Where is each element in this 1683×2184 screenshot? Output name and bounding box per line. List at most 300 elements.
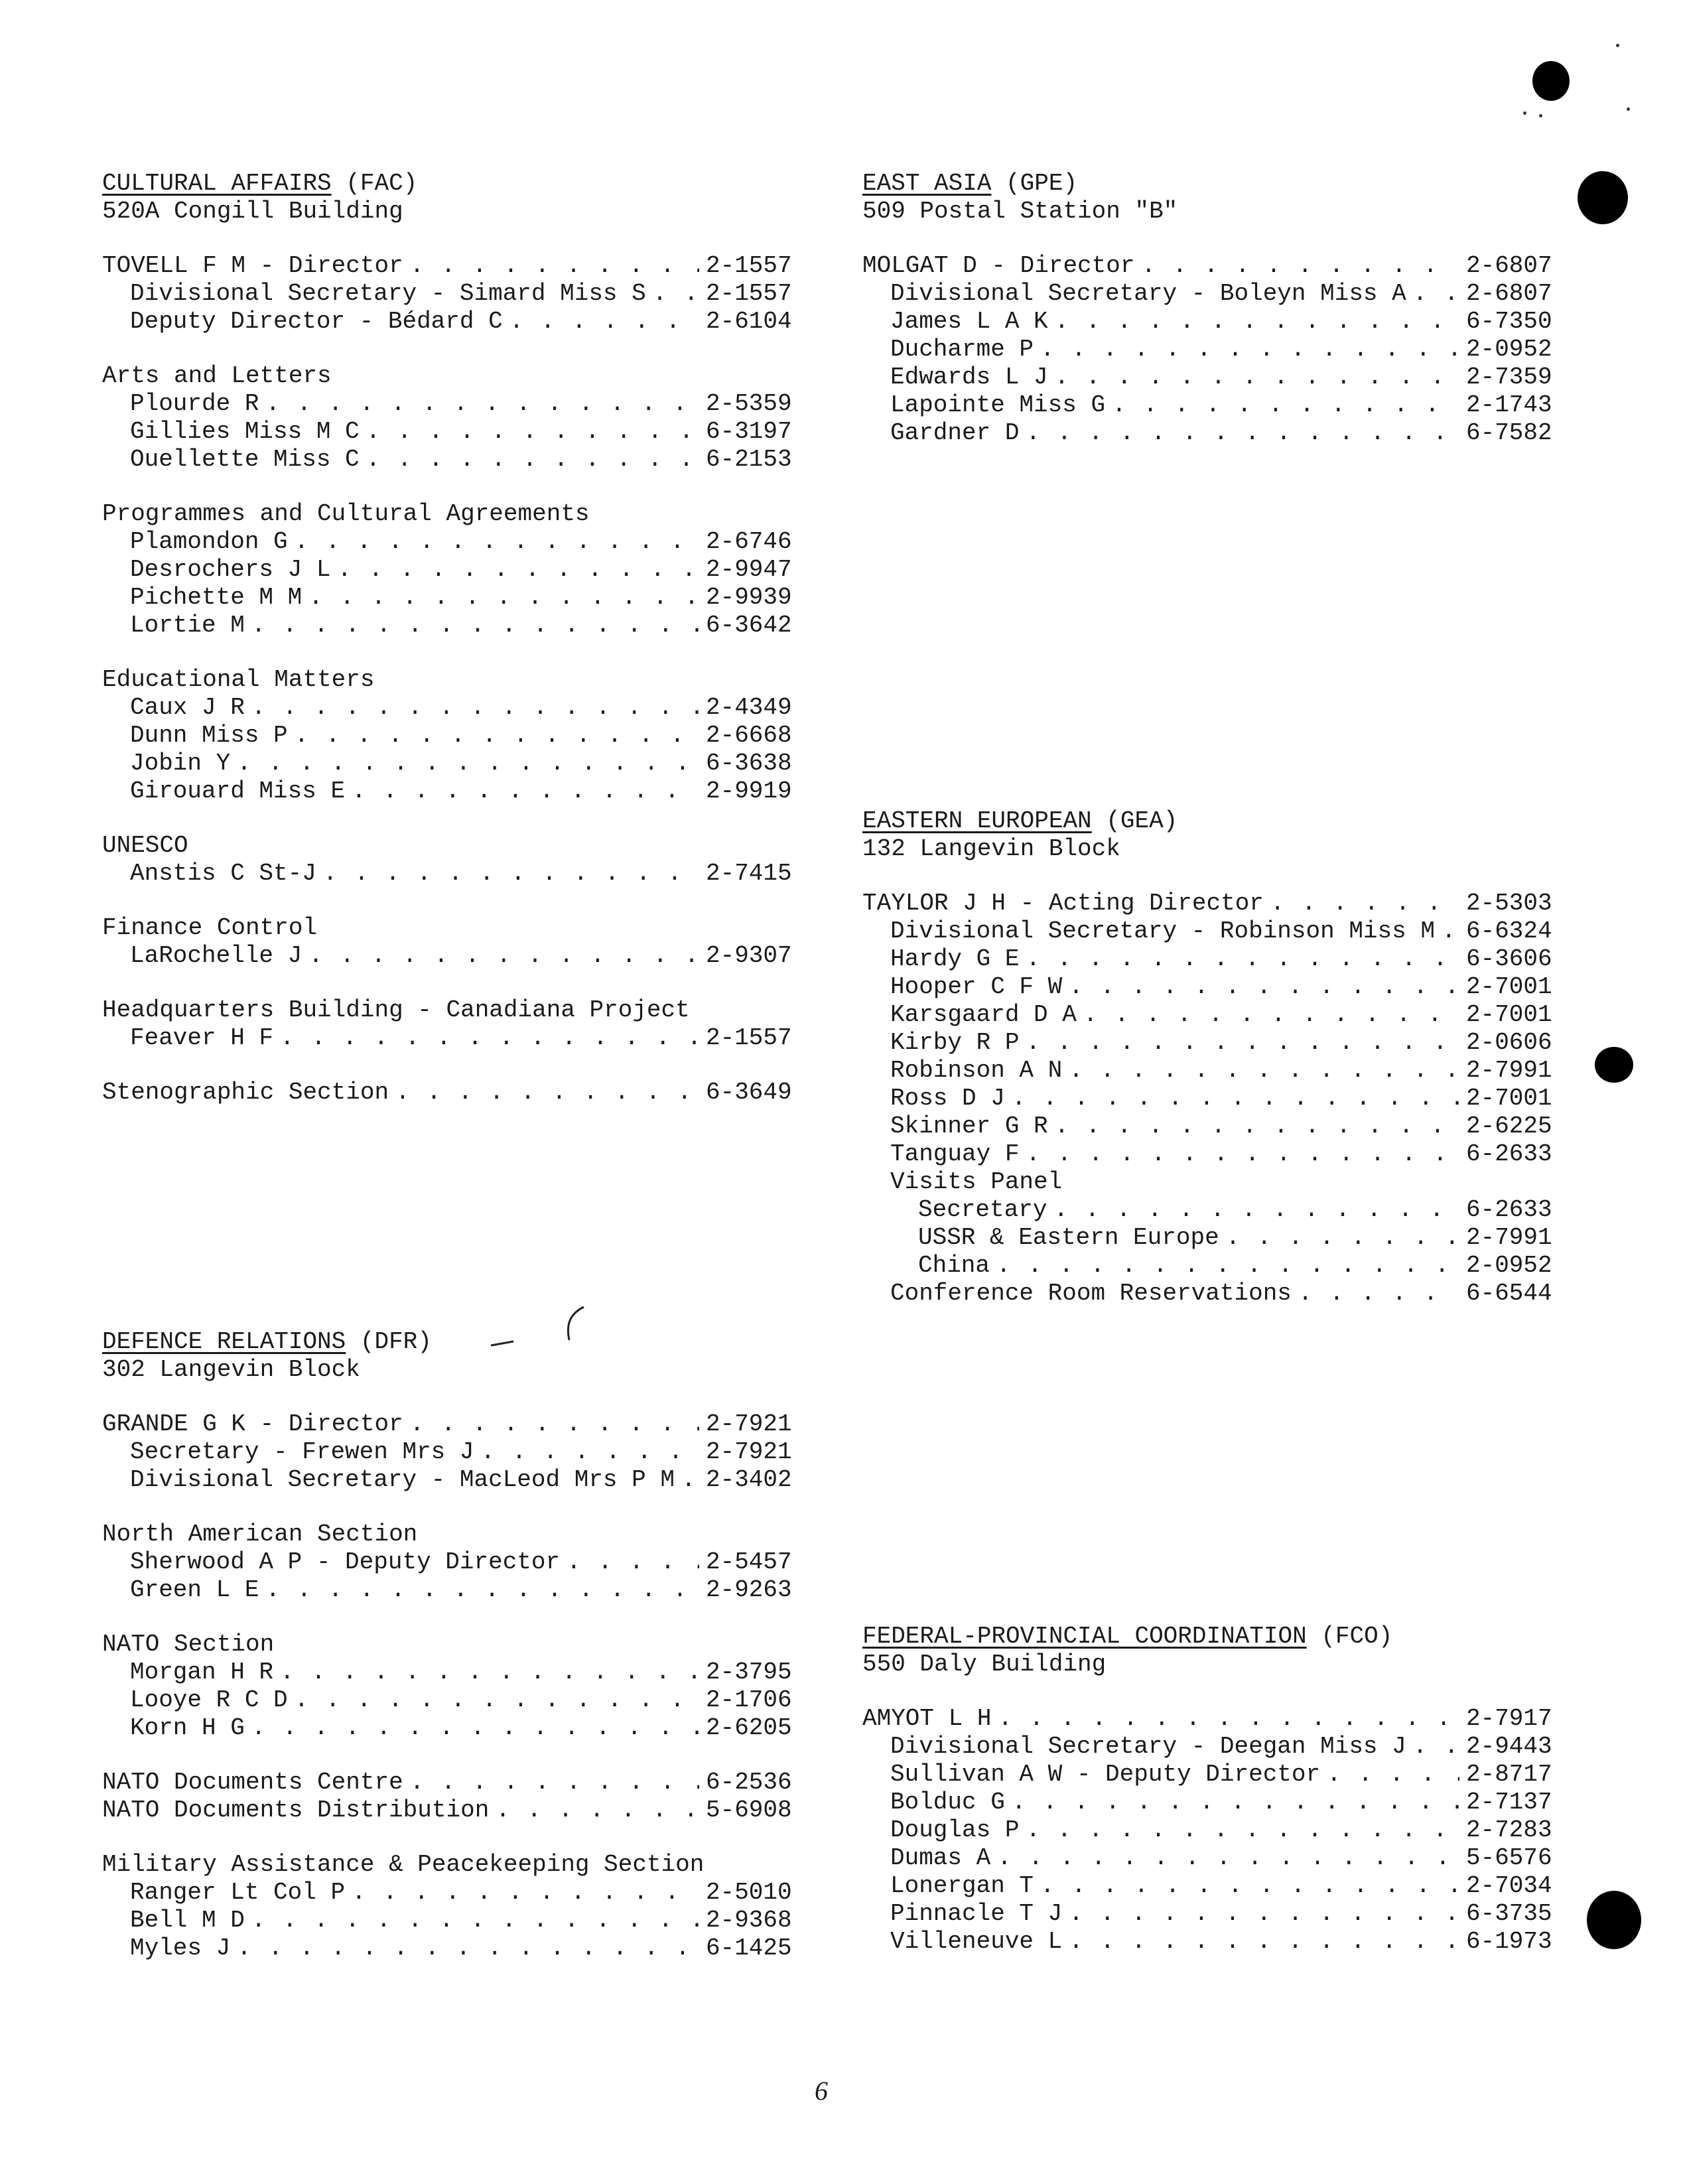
directory-entry: [862, 1001, 1552, 1029]
directory-entry: [102, 308, 792, 336]
dot-leader: [295, 1686, 699, 1714]
dot-leader: [352, 778, 699, 805]
directory-entry: [102, 778, 792, 805]
entry-group: [102, 500, 792, 640]
entry-group: [102, 1521, 792, 1604]
group-title: Military Assistance & Peacekeeping Section: [102, 1851, 705, 1878]
dot-leader: [265, 390, 699, 418]
entry-name: Secretary - Frewen Mrs J: [130, 1438, 474, 1466]
entry-name: Bolduc G: [890, 1789, 1005, 1816]
entry-group: [862, 1705, 1552, 1956]
group-title: UNESCO: [102, 832, 188, 859]
dot-leader: [1069, 1057, 1459, 1085]
entry-name: MOLGAT D - Director: [862, 252, 1135, 279]
directory-entry: [862, 1140, 1552, 1168]
entry-name: Secretary: [918, 1196, 1047, 1223]
dot-leader: [352, 1879, 699, 1907]
entry-name: USSR & Eastern Europe: [918, 1224, 1219, 1251]
directory-entry: [102, 860, 792, 888]
directory-entry: [102, 1714, 792, 1742]
phone-extension: 2-7001: [1466, 1085, 1552, 1112]
entry-name: TOVELL F M - Director: [102, 252, 403, 279]
directory-entry: [102, 694, 792, 722]
dot-leader: [1327, 1761, 1459, 1789]
entry-name: Divisional Secretary - MacLeod Mrs P M: [130, 1466, 675, 1493]
group-title: North American Section: [102, 1521, 418, 1548]
department-heading: [102, 1328, 792, 1356]
entry-name: NATO Documents Centre: [102, 1769, 403, 1796]
entry-name: Ross D J: [890, 1085, 1005, 1112]
phone-extension: 2-1743: [1466, 391, 1552, 419]
scan-speck: [1616, 44, 1619, 47]
entry-name: Conference Room Reservations: [890, 1280, 1292, 1307]
phone-extension: 2-1557: [706, 1024, 792, 1052]
dot-leader: [251, 1714, 699, 1742]
phone-extension: 2-8717: [1466, 1761, 1552, 1788]
department-heading: [862, 170, 1552, 198]
entry-group: [102, 252, 792, 336]
directory-entry: [862, 1928, 1552, 1956]
dot-leader: [410, 252, 699, 280]
dot-leader: [998, 1705, 1459, 1733]
dot-leader: [295, 528, 699, 556]
phone-extension: 2-7034: [1466, 1872, 1552, 1899]
entry-name: Lortie M: [130, 612, 245, 639]
dot-leader: [681, 1466, 699, 1494]
department-title: CULTURAL AFFAIRS: [102, 170, 332, 197]
directory-entry: [862, 391, 1552, 419]
dot-leader: [1069, 973, 1459, 1001]
department-code: (GEA): [1106, 807, 1178, 835]
dot-leader: [265, 1576, 699, 1604]
dot-leader: [1141, 252, 1459, 280]
group-title: NATO Section: [102, 1631, 275, 1658]
phone-extension: 2-9443: [1466, 1733, 1552, 1760]
department-eastern-european: [862, 807, 1552, 1308]
phone-extension: 2-6668: [706, 722, 792, 749]
directory-entry: [862, 1029, 1552, 1057]
entry-group: [102, 1410, 792, 1494]
entry-group: [102, 914, 792, 970]
directory-entry: [102, 722, 792, 750]
dot-leader: [1055, 1113, 1459, 1140]
phone-extension: 2-6205: [706, 1714, 792, 1741]
group-title: Headquarters Building - Canadiana Project: [102, 996, 690, 1024]
directory-entry: [102, 1935, 792, 1962]
group-title: Visits Panel: [890, 1168, 1063, 1195]
phone-extension: 2-0952: [1466, 1252, 1552, 1279]
department-code: (DFR): [360, 1328, 432, 1355]
dot-leader: [567, 1548, 699, 1576]
department-location: 520A Congill Building: [102, 198, 403, 225]
entry-name: Dumas A: [890, 1844, 991, 1872]
dot-leader: [1026, 945, 1459, 973]
directory-entry: [102, 528, 792, 556]
directory-entry: [862, 1196, 1552, 1224]
entry-name: TAYLOR J H - Acting Director: [862, 890, 1264, 917]
directory-entry: [102, 1438, 792, 1466]
group-title: Educational Matters: [102, 666, 375, 693]
phone-extension: 2-9939: [706, 584, 792, 611]
dot-leader: [308, 584, 699, 612]
directory-entry: [862, 1252, 1552, 1280]
directory-entry: [862, 1872, 1552, 1900]
department-title: EASTERN EUROPEAN: [862, 807, 1092, 835]
dot-leader: [280, 1659, 699, 1686]
phone-extension: 2-7921: [706, 1438, 792, 1466]
scan-speck: [1523, 111, 1526, 115]
department-east-asia: [862, 170, 1552, 447]
dot-leader: [997, 1844, 1459, 1872]
entry-name: Douglas P: [890, 1816, 1020, 1844]
phone-extension: 2-3795: [706, 1659, 792, 1686]
entry-name: Plamondon G: [130, 528, 288, 555]
dot-leader: [251, 1907, 699, 1935]
entry-name: Robinson A N: [890, 1057, 1063, 1084]
phone-extension: 2-7283: [1466, 1816, 1552, 1844]
phone-extension: 6-1973: [1466, 1928, 1552, 1955]
entry-group: [102, 1631, 792, 1742]
directory-entry: [102, 942, 792, 970]
entry-name: NATO Documents Distribution: [102, 1797, 490, 1824]
group-title: Programmes and Cultural Agreements: [102, 500, 590, 527]
phone-extension: 2-9368: [706, 1907, 792, 1934]
dot-leader: [308, 942, 699, 970]
phone-extension: 6-2153: [706, 446, 792, 473]
entry-name: Korn H G: [130, 1714, 245, 1741]
directory-entry: [102, 1659, 792, 1686]
phone-extension: 6-3638: [706, 750, 792, 777]
entry-name: LaRochelle J: [130, 942, 303, 969]
dot-leader: [1083, 1001, 1459, 1029]
directory-entry: [862, 1816, 1552, 1844]
phone-extension: 2-7415: [706, 860, 792, 887]
dot-leader: [251, 694, 699, 722]
directory-entry: [102, 1769, 792, 1797]
phone-extension: 2-7917: [1466, 1705, 1552, 1732]
dot-leader: [480, 1438, 699, 1466]
phone-extension: 2-5010: [706, 1879, 792, 1906]
dot-leader: [1026, 419, 1459, 447]
dot-leader: [1298, 1280, 1459, 1308]
phone-extension: 2-9307: [706, 942, 792, 969]
phone-extension: 2-7991: [1466, 1057, 1552, 1084]
entry-name: Kirby R P: [890, 1029, 1020, 1056]
dot-leader: [1040, 1872, 1459, 1900]
entry-name: Divisional Secretary - Simard Miss S: [130, 280, 646, 307]
directory-entry: [102, 1079, 792, 1107]
phone-extension: 2-1557: [706, 280, 792, 307]
scan-blot: [1587, 1891, 1641, 1949]
entry-group: [102, 1769, 792, 1824]
entry-name: Lonergan T: [890, 1872, 1034, 1899]
dot-leader: [996, 1252, 1459, 1280]
dot-leader: [1026, 1140, 1459, 1168]
phone-extension: 2-4349: [706, 694, 792, 721]
entry-group: [102, 832, 792, 888]
entry-name: Gardner D: [890, 419, 1020, 446]
dot-leader: [410, 1769, 699, 1797]
directory-entry: [102, 418, 792, 446]
entry-name: Myles J: [130, 1935, 231, 1962]
department-location: 550 Daly Building: [862, 1651, 1107, 1678]
directory-entry: [862, 890, 1552, 918]
phone-extension: 2-0952: [1466, 336, 1552, 363]
entry-name: China: [918, 1252, 990, 1279]
phone-extension: 6-3606: [1466, 945, 1552, 973]
scan-speck: [1539, 114, 1542, 117]
scan-speck: [1627, 107, 1630, 111]
department-title: DEFENCE RELATIONS: [102, 1328, 346, 1355]
entry-name: Girouard Miss E: [130, 778, 346, 805]
directory-entry: [862, 1844, 1552, 1872]
entry-name: Ranger Lt Col P: [130, 1879, 346, 1906]
entry-name: Morgan H R: [130, 1659, 274, 1686]
directory-entry: [862, 1705, 1552, 1733]
department-code: (GPE): [1006, 170, 1078, 197]
dot-leader: [323, 860, 699, 888]
directory-entry: [862, 973, 1552, 1001]
entry-name: Sherwood A P - Deputy Director: [130, 1548, 561, 1576]
phone-extension: 2-1706: [706, 1686, 792, 1714]
directory-entry: [862, 1733, 1552, 1761]
phone-extension: 2-6225: [1466, 1113, 1552, 1140]
directory-entry: [102, 1576, 792, 1604]
scan-blot: [1595, 1047, 1633, 1083]
phone-extension: 6-3197: [706, 418, 792, 445]
phone-extension: 2-6807: [1466, 252, 1552, 279]
dot-leader: [1270, 890, 1459, 918]
entry-group: [862, 890, 1552, 1168]
entry-name: Villeneuve L: [890, 1928, 1063, 1955]
directory-entry: [862, 918, 1552, 945]
directory-entry: [862, 419, 1552, 447]
directory-entry: [102, 556, 792, 584]
phone-extension: 2-6104: [706, 308, 792, 335]
entry-name: Divisional Secretary - Robinson Miss M: [890, 918, 1435, 945]
directory-entry: [102, 252, 792, 280]
phone-extension: 2-6807: [1466, 280, 1552, 307]
phone-extension: 2-3402: [706, 1466, 792, 1493]
dot-leader: [509, 308, 699, 336]
entry-name: Gillies Miss M C: [130, 418, 360, 445]
phone-extension: 2-9919: [706, 778, 792, 805]
dot-leader: [1026, 1816, 1459, 1844]
dot-leader: [395, 1079, 699, 1107]
pen-mark: [484, 1300, 590, 1353]
group-title: Arts and Letters: [102, 362, 332, 389]
dot-leader: [1026, 1029, 1459, 1057]
entry-group: [862, 1168, 1552, 1308]
directory-entry: [102, 280, 792, 308]
phone-extension: 6-6544: [1466, 1280, 1552, 1307]
phone-extension: 2-0606: [1466, 1029, 1552, 1056]
phone-extension: 2-5457: [706, 1548, 792, 1576]
page-number: 6: [815, 2076, 828, 2106]
scan-blot: [1578, 171, 1628, 224]
phone-extension: 5-6908: [706, 1797, 792, 1824]
entry-name: Tanguay F: [890, 1140, 1020, 1168]
dot-leader: [1053, 1196, 1459, 1224]
directory-entry: [862, 308, 1552, 336]
directory-entry: [862, 1057, 1552, 1085]
directory-entry: [862, 364, 1552, 391]
phone-extension: 2-7001: [1466, 973, 1552, 1000]
phone-extension: 6-2536: [706, 1769, 792, 1796]
directory-entry: [862, 252, 1552, 280]
directory-entry: [102, 1907, 792, 1935]
phone-extension: 2-7001: [1466, 1001, 1552, 1028]
phone-extension: 6-3642: [706, 612, 792, 639]
dot-leader: [280, 1024, 699, 1052]
department-defence-relations: [102, 1328, 792, 1962]
phone-extension: 6-3735: [1466, 1900, 1552, 1927]
entry-name: Desrochers J L: [130, 556, 331, 583]
entry-name: GRANDE G K - Director: [102, 1410, 403, 1438]
directory-entry: [862, 1085, 1552, 1113]
entry-group: [102, 996, 792, 1052]
dot-leader: [237, 750, 699, 778]
directory-entry: [102, 584, 792, 612]
department-location: 132 Langevin Block: [862, 835, 1120, 862]
entry-name: Bell M D: [130, 1907, 245, 1934]
department-title: EAST ASIA: [862, 170, 992, 197]
department-title: FEDERAL-PROVINCIAL COORDINATION: [862, 1623, 1307, 1650]
entry-group: [862, 252, 1552, 447]
department-location: 302 Langevin Block: [102, 1356, 360, 1383]
dot-leader: [653, 280, 699, 308]
entry-name: Dunn Miss P: [130, 722, 288, 749]
department-heading: [862, 1623, 1552, 1651]
phone-extension: 6-2633: [1466, 1140, 1552, 1168]
entry-name: Feaver H F: [130, 1024, 274, 1052]
entry-name: Sullivan A W - Deputy Director: [890, 1761, 1321, 1788]
entry-name: Skinner G R: [890, 1113, 1048, 1140]
entry-name: Pichette M M: [130, 584, 303, 611]
dot-leader: [1055, 308, 1459, 336]
entry-name: Green L E: [130, 1576, 259, 1604]
directory-entry: [102, 750, 792, 778]
phone-extension: 2-7359: [1466, 364, 1552, 391]
dot-leader: [251, 612, 699, 640]
dot-leader: [237, 1935, 699, 1962]
entry-name: Looye R C D: [130, 1686, 288, 1714]
entry-name: Plourde R: [130, 390, 259, 417]
directory-entry: [102, 1686, 792, 1714]
department-federal-provincial-coordination: [862, 1623, 1552, 1956]
phone-extension: 6-1425: [706, 1935, 792, 1962]
entry-group: [102, 1851, 792, 1962]
dot-leader: [1112, 391, 1459, 419]
department-cultural-affairs: [102, 170, 792, 1107]
entry-name: Divisional Secretary - Deegan Miss J: [890, 1733, 1406, 1760]
phone-extension: 2-5359: [706, 390, 792, 417]
directory-entry: [862, 1280, 1552, 1308]
directory-entry: [102, 1410, 792, 1438]
directory-entry: [862, 1113, 1552, 1140]
dot-leader: [1413, 1733, 1459, 1761]
entry-name: Divisional Secretary - Boleyn Miss A: [890, 280, 1406, 307]
entry-name: Deputy Director - Bédard C: [130, 308, 503, 335]
entry-name: Jobin Y: [130, 750, 231, 777]
entry-name: Pinnacle T J: [890, 1900, 1063, 1927]
directory-entry: [102, 1797, 792, 1824]
phone-extension: 2-6746: [706, 528, 792, 555]
entry-name: James L A K: [890, 308, 1048, 335]
directory-entry: [102, 390, 792, 418]
entry-group: [102, 362, 792, 474]
dot-leader: [366, 446, 699, 474]
entry-name: Karsgaard D A: [890, 1001, 1077, 1028]
directory-entry: [862, 945, 1552, 973]
entry-name: Stenographic Section: [102, 1079, 389, 1106]
entry-name: Hardy G E: [890, 945, 1020, 973]
entry-name: Lapointe Miss G: [890, 391, 1106, 419]
directory-entry: [862, 1761, 1552, 1789]
directory-entry: [102, 1466, 792, 1494]
department-heading: [862, 807, 1552, 835]
dot-leader: [337, 556, 699, 584]
dot-leader: [295, 722, 699, 750]
phone-extension: 2-5303: [1466, 890, 1552, 917]
directory-entry: [102, 1024, 792, 1052]
dot-leader: [410, 1410, 699, 1438]
phone-extension: 2-7991: [1466, 1224, 1552, 1251]
entry-group: [102, 1079, 792, 1107]
department-code: (FCO): [1321, 1623, 1393, 1650]
dot-leader: [1069, 1928, 1459, 1956]
phone-extension: 6-3649: [706, 1079, 792, 1106]
dot-leader: [1055, 364, 1459, 391]
dot-leader: [366, 418, 699, 446]
entry-name: AMYOT L H: [862, 1705, 992, 1732]
entry-name: Anstis C St-J: [130, 860, 316, 887]
department-heading: [102, 170, 792, 198]
entry-name: Caux J R: [130, 694, 245, 721]
dot-leader: [1012, 1789, 1459, 1816]
directory-entry: [102, 1548, 792, 1576]
phone-extension: 5-6576: [1466, 1844, 1552, 1872]
directory-entry: [102, 612, 792, 640]
phone-extension: 2-7921: [706, 1410, 792, 1438]
directory-entry: [862, 336, 1552, 364]
entry-name: Hooper C F W: [890, 973, 1063, 1000]
entry-group: [102, 666, 792, 805]
entry-name: Ouellette Miss C: [130, 446, 360, 473]
directory-entry: [862, 1224, 1552, 1252]
dot-leader: [1040, 336, 1459, 364]
phone-extension: 2-1557: [706, 252, 792, 279]
directory-entry: [862, 1789, 1552, 1816]
directory-entry: [102, 1879, 792, 1907]
phone-extension: 6-6324: [1466, 918, 1552, 945]
dot-leader: [496, 1797, 699, 1824]
dot-leader: [1226, 1224, 1459, 1252]
department-code: (FAC): [346, 170, 418, 197]
phone-extension: 6-7350: [1466, 308, 1552, 335]
scan-blot: [1532, 61, 1570, 101]
dot-leader: [1442, 918, 1459, 945]
dot-leader: [1012, 1085, 1459, 1113]
directory-entry: [862, 280, 1552, 308]
phone-extension: 2-9947: [706, 556, 792, 583]
entry-name: Edwards L J: [890, 364, 1048, 391]
dot-leader: [1413, 280, 1459, 308]
phone-extension: 6-7582: [1466, 419, 1552, 446]
group-title: Finance Control: [102, 914, 318, 941]
phone-extension: 6-2633: [1466, 1196, 1552, 1223]
directory-entry: [862, 1900, 1552, 1928]
